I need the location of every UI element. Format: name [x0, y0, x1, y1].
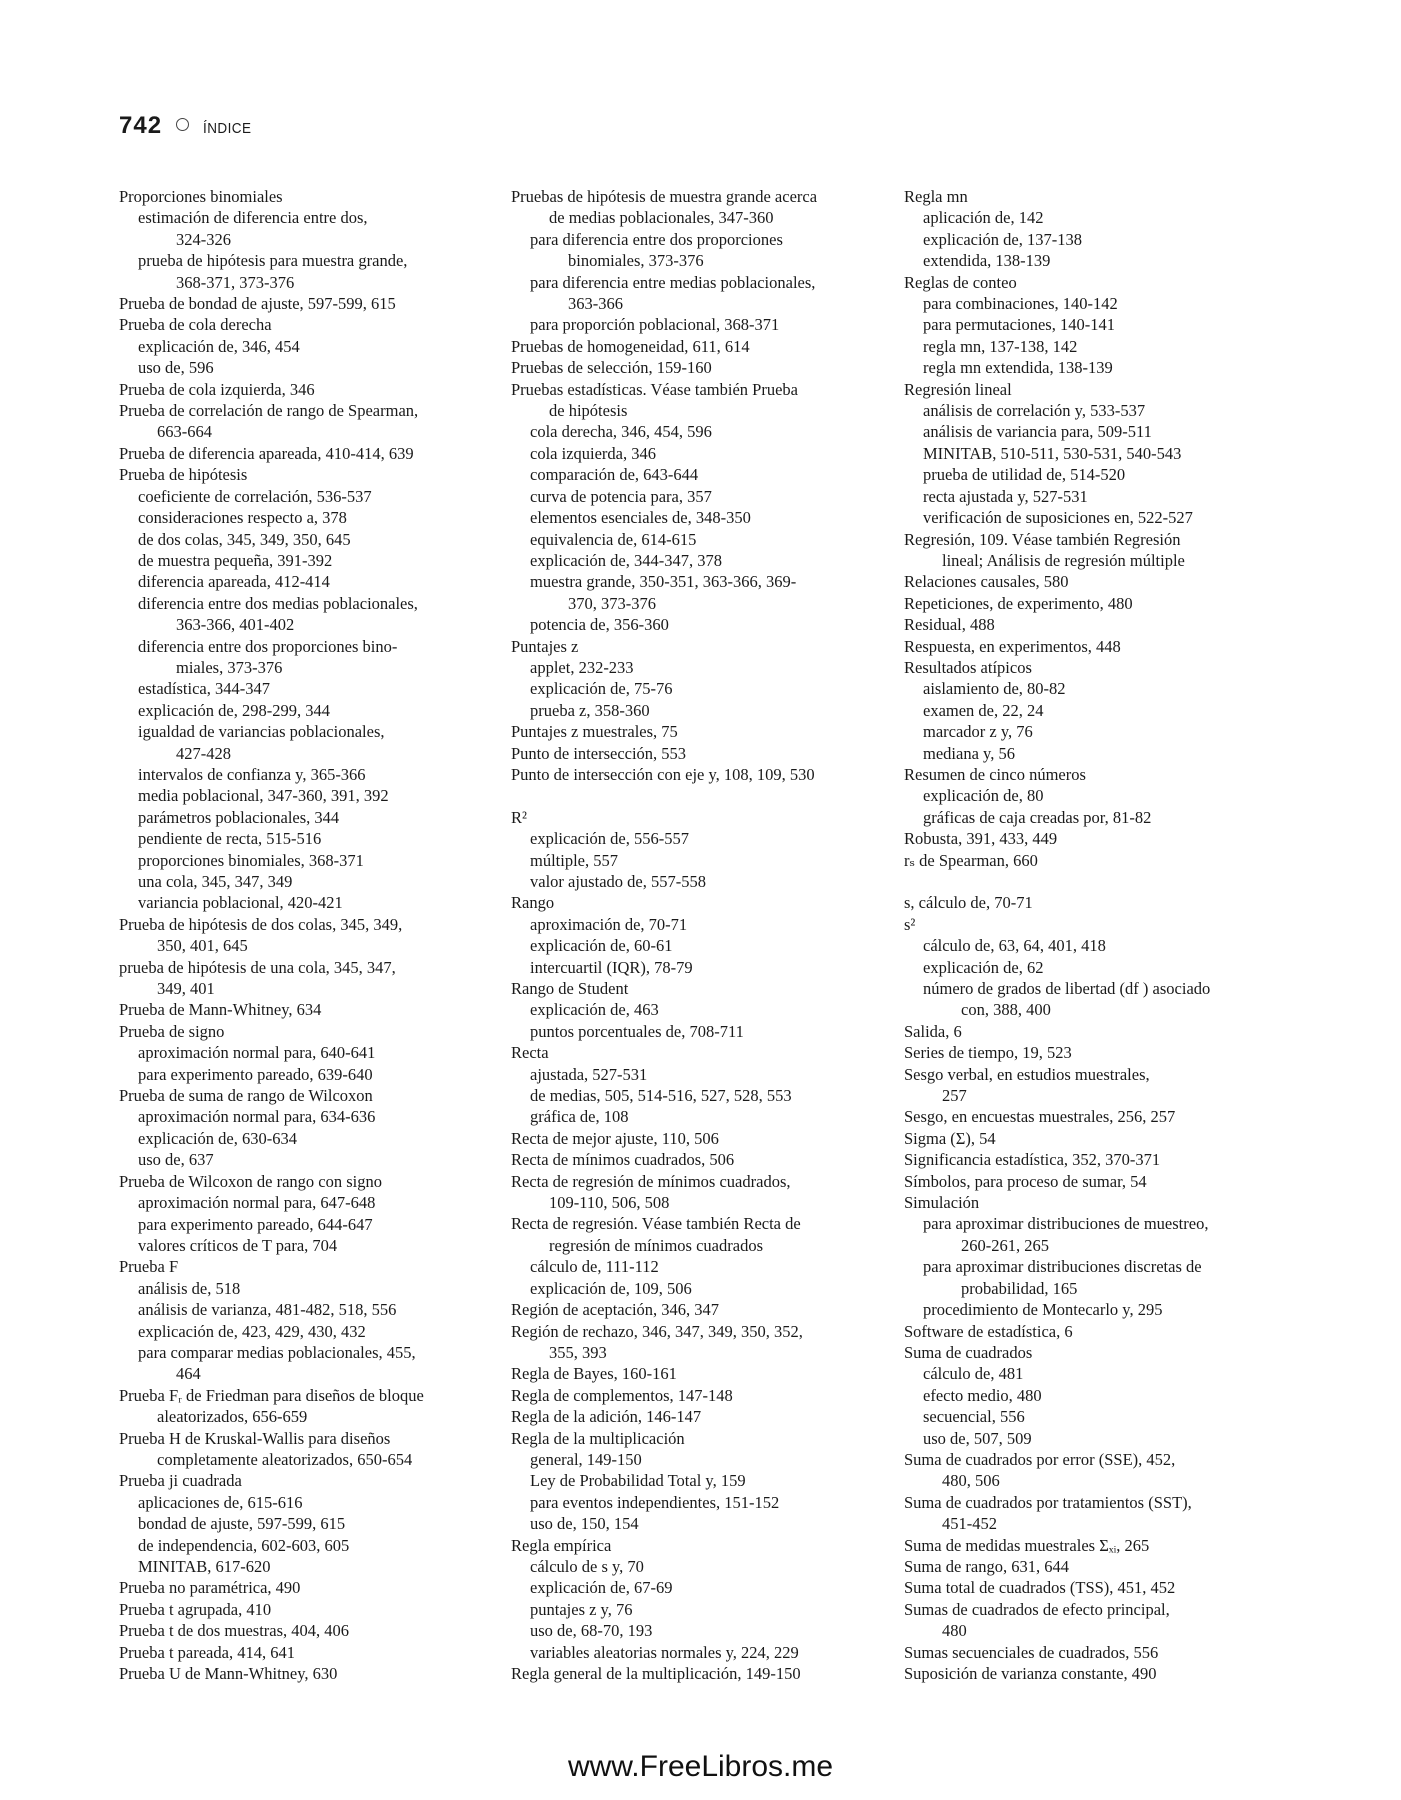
footer-url: www.FreeLibros.me: [567, 1750, 834, 1783]
index-entry: Prueba F: [119, 1257, 179, 1277]
index-subentry: prueba de hipótesis para muestra grande,: [138, 251, 408, 271]
index-subentry: Ley de Probabilidad Total y, 159: [530, 1471, 746, 1491]
index-subentry: explicación de, 346, 454: [138, 336, 300, 356]
index-subentry: explicación de, 298-299, 344: [138, 700, 330, 720]
index-subentry: 464: [176, 1364, 201, 1384]
index-subentry: para eventos independientes, 151-152: [530, 1492, 780, 1512]
index-subentry: ajustada, 527-531: [530, 1064, 648, 1084]
index-entry: Prueba t agrupada, 410: [119, 1599, 272, 1619]
index-subentry: análisis de varianza, 481-482, 518, 556: [138, 1300, 397, 1320]
index-subentry: 370, 373-376: [568, 593, 656, 613]
index-subentry: recta ajustada y, 527-531: [923, 486, 1088, 506]
index-entry: Recta de mínimos cuadrados, 506: [511, 1150, 735, 1170]
index-entry: Suma de rango, 631, 644: [904, 1556, 1069, 1576]
index-subentry: miales, 373-376: [176, 657, 283, 677]
index-entry: Prueba de Wilcoxon de rango con signo: [119, 1171, 382, 1191]
index-subentry: completamente aleatorizados, 650-654: [157, 1449, 413, 1469]
index-entry: Residual, 488: [904, 615, 995, 635]
index-subentry: para combinaciones, 140-142: [923, 294, 1118, 314]
index-subentry: 355, 393: [549, 1342, 607, 1362]
index-entry: Prueba no paramétrica, 490: [119, 1578, 301, 1598]
index-subentry: potencia de, 356-360: [530, 615, 669, 635]
index-entry: Regla empírica: [511, 1535, 612, 1555]
index-subentry: lineal; Análisis de regresión múltiple: [942, 550, 1185, 570]
index-column-3: [904, 186, 1279, 1684]
index-subentry: cola derecha, 346, 454, 596: [530, 422, 712, 442]
index-subentry: análisis de, 518: [138, 1278, 241, 1298]
index-subentry: variables aleatorias normales y, 224, 229: [530, 1642, 799, 1662]
index-subentry: elementos esenciales de, 348-350: [530, 508, 751, 528]
index-subentry: para aproximar distribuciones discretas de: [923, 1257, 1202, 1277]
index-subentry: cálculo de, 63, 64, 401, 418: [923, 936, 1106, 956]
index-entry: Recta de regresión. Véase también Recta de: [511, 1214, 801, 1234]
index-subentry: 451-452: [942, 1514, 997, 1534]
index-subentry: explicación de, 630-634: [138, 1128, 297, 1148]
index-subentry: diferencia entre dos proporciones bino-: [138, 636, 398, 656]
index-entry: Robusta, 391, 433, 449: [904, 829, 1058, 849]
index-subentry: regresión de mínimos cuadrados: [549, 1235, 763, 1255]
index-subentry: efecto medio, 480: [923, 1385, 1042, 1405]
index-entry: Suma de cuadrados: [904, 1342, 1033, 1362]
index-entry: Software de estadística, 6: [904, 1321, 1073, 1341]
index-subentry: análisis de variancia para, 509-511: [923, 422, 1152, 442]
index-subentry: 363-366, 401-402: [176, 615, 295, 635]
index-subentry: número de grados de libertad (df ) asociado: [923, 979, 1211, 999]
index-subentry: de medias poblacionales, 347-360: [549, 208, 774, 228]
index-column-1: [119, 186, 494, 1684]
index-entry: Regla de la multiplicación: [511, 1428, 685, 1448]
index-entry: Prueba t de dos muestras, 404, 406: [119, 1621, 350, 1641]
index-subentry: MINITAB, 617-620: [138, 1557, 271, 1576]
index-entry: Prueba ji cuadrada: [119, 1471, 242, 1491]
index-entry: Series de tiempo, 19, 523: [904, 1043, 1072, 1063]
index-subentry: valores críticos de T para, 704: [138, 1235, 338, 1255]
index-subentry: uso de, 150, 154: [530, 1514, 639, 1534]
index-subentry: media poblacional, 347-360, 391, 392: [138, 786, 389, 806]
index-subentry: para proporción poblacional, 368-371: [530, 315, 780, 335]
index-subentry: parámetros poblacionales, 344: [138, 807, 340, 827]
index-entry: s, cálculo de, 70-71: [904, 893, 1033, 913]
index-subentry: 363-366: [568, 294, 623, 314]
index-subentry: aproximación normal para, 647-648: [138, 1193, 376, 1213]
index-subentry: uso de, 507, 509: [923, 1428, 1032, 1448]
index-subentry: puntajes z y, 76: [530, 1599, 633, 1619]
index-entry: Sigma (Σ), 54: [904, 1128, 996, 1148]
index-entry: Rango de Student: [511, 979, 629, 999]
index-entry: Prueba t pareada, 414, 641: [119, 1642, 295, 1662]
index-entry: Región de rechazo, 346, 347, 349, 350, 352,: [511, 1321, 803, 1341]
index-subentry: de medias, 505, 514-516, 527, 528, 553: [530, 1086, 792, 1106]
index-entry: Reglas de conteo: [904, 272, 1017, 292]
index-subentry: explicación de, 137-138: [923, 229, 1082, 249]
index-entry: Regla general de la multiplicación, 149-150: [511, 1664, 801, 1684]
index-entry: Pruebas estadísticas. Véase también Prueba: [511, 379, 798, 399]
index-subentry: mediana y, 56: [923, 743, 1015, 763]
index-entry: Regresión, 109. Véase también Regresión: [904, 529, 1181, 549]
index-entry: Respuesta, en experimentos, 448: [904, 636, 1121, 656]
index-entry: Regla de la adición, 146-147: [511, 1407, 702, 1427]
index-subentry: explicación de, 75-76: [530, 679, 673, 699]
index-entry: Símbolos, para proceso de sumar, 54: [904, 1171, 1147, 1191]
index-entry: Simulación: [904, 1193, 980, 1213]
index-entry: Prueba H de Kruskal-Wallis para diseños: [119, 1428, 391, 1448]
index-entry: Suma de cuadrados por error (SSE), 452,: [904, 1449, 1176, 1469]
index-entry: Regla mn: [904, 187, 968, 206]
index-subentry: cola izquierda, 346: [530, 443, 656, 463]
index-subentry: bondad de ajuste, 597-599, 615: [138, 1514, 346, 1534]
index-subentry: análisis de correlación y, 533-537: [923, 401, 1146, 421]
index-subentry: probabilidad, 165: [961, 1278, 1078, 1298]
index-subentry: explicación de, 60-61: [530, 936, 673, 956]
index-entry: Puntajes z: [511, 636, 579, 656]
index-subentry: 350, 401, 645: [157, 936, 248, 956]
index-entry: Región de aceptación, 346, 347: [511, 1300, 720, 1320]
index-subentry: intervalos de confianza y, 365-366: [138, 764, 366, 784]
index-subentry: para diferencia entre medias poblacionales,: [530, 272, 816, 292]
index-subentry: extendida, 138-139: [923, 251, 1051, 271]
index-entry: Suposición de varianza constante, 490: [904, 1664, 1157, 1684]
index-entry: Suma de medidas muestrales Σₓᵢ, 265: [904, 1535, 1150, 1555]
index-subentry: para comparar medias poblacionales, 455,: [138, 1342, 416, 1362]
index-subentry: diferencia entre dos medias poblacionales,: [138, 593, 418, 613]
index-subentry: múltiple, 557: [530, 850, 618, 870]
index-subentry: 480, 506: [942, 1471, 1000, 1491]
index-subentry: regla mn extendida, 138-139: [923, 358, 1113, 378]
index-entry: Recta: [511, 1043, 549, 1063]
section-spacer: [511, 785, 886, 806]
index-entry: Pruebas de hipótesis de muestra grande acerca: [511, 187, 818, 206]
index-subentry: aproximación de, 70-71: [530, 914, 688, 934]
index-subentry: marcador z y, 76: [923, 722, 1033, 742]
index-subentry: 427-428: [176, 743, 231, 763]
index-subentry: aislamiento de, 80-82: [923, 679, 1066, 699]
index-subentry: explicación de, 62: [923, 957, 1044, 977]
index-entry: Prueba Fᵣ de Friedman para diseños de bloque: [119, 1385, 424, 1405]
index-subentry: verificación de suposiciones en, 522-527: [923, 508, 1193, 528]
index-subentry: cálculo de, 111-112: [530, 1257, 659, 1277]
index-subentry: 324-326: [176, 229, 231, 249]
index-subentry: estimación de diferencia entre dos,: [138, 208, 368, 228]
index-subentry: regla mn, 137-138, 142: [923, 336, 1078, 356]
index-subentry: diferencia apareada, 412-414: [138, 572, 330, 592]
index-entry: Sumas de cuadrados de efecto principal,: [904, 1599, 1170, 1619]
index-entry: Regla de Bayes, 160-161: [511, 1364, 677, 1384]
index-entry: Punto de intersección, 553: [511, 743, 687, 763]
index-subentry: gráfica de, 108: [530, 1107, 629, 1127]
index-subentry: 368-371, 373-376: [176, 272, 295, 292]
index-entry: Punto de intersección con eje y, 108, 109, 530: [511, 764, 815, 784]
index-subentry: muestra grande, 350-351, 363-366, 369-: [530, 572, 797, 592]
index-subentry: para experimento pareado, 644-647: [138, 1214, 373, 1234]
index-entry: Sesgo verbal, en estudios muestrales,: [904, 1064, 1150, 1084]
index-entry: Sesgo, en encuestas muestrales, 256, 257: [904, 1107, 1176, 1127]
index-subentry: aproximación normal para, 634-636: [138, 1107, 376, 1127]
index-subentry: MINITAB, 510-511, 530-531, 540-543: [923, 443, 1182, 463]
section-title: ÍNDICE: [203, 120, 252, 137]
page-number: 742: [119, 112, 163, 139]
index-subentry: igualdad de variancias poblacionales,: [138, 722, 385, 742]
index-subentry: pendiente de recta, 515-516: [138, 829, 322, 849]
index-entry: Prueba de diferencia apareada, 410-414, 639: [119, 443, 414, 463]
index-entry: Prueba U de Mann-Whitney, 630: [119, 1664, 338, 1684]
page-header: [119, 112, 257, 140]
index-entry: Sumas secuenciales de cuadrados, 556: [904, 1642, 1159, 1662]
index-column-2: [511, 186, 886, 1684]
index-entry: Prueba de correlación de rango de Spearman,: [119, 401, 419, 421]
index-entry: Prueba de cola izquierda, 346: [119, 379, 315, 399]
index-subentry: explicación de, 344-347, 378: [530, 550, 722, 570]
index-subentry: consideraciones respecto a, 378: [138, 508, 347, 528]
index-subentry: cálculo de, 481: [923, 1364, 1024, 1384]
index-subentry: aplicaciones de, 615-616: [138, 1492, 303, 1512]
index-subentry: explicación de, 463: [530, 1000, 659, 1020]
index-subentry: coeficiente de correlación, 536-537: [138, 486, 372, 506]
index-subentry: aplicación de, 142: [923, 208, 1044, 228]
index-entry: Proporciones binomiales: [119, 187, 283, 206]
index-subentry: valor ajustado de, 557-558: [530, 871, 706, 891]
index-subentry: secuencial, 556: [923, 1407, 1025, 1427]
index-subentry: aleatorizados, 656-659: [157, 1407, 308, 1427]
index-entry: Suma de cuadrados por tratamientos (SST),: [904, 1492, 1192, 1512]
index-entry: Pruebas de selección, 159-160: [511, 358, 712, 378]
index-subentry: 480: [942, 1621, 967, 1641]
index-subentry: de hipótesis: [549, 401, 628, 421]
index-subentry: puntos porcentuales de, 708-711: [530, 1021, 744, 1041]
index-subentry: uso de, 68-70, 193: [530, 1621, 653, 1641]
index-subentry: procedimiento de Montecarlo y, 295: [923, 1300, 1163, 1320]
index-entry: Suma total de cuadrados (TSS), 451, 452: [904, 1578, 1176, 1598]
index-subentry: 260-261, 265: [961, 1235, 1049, 1255]
index-entry: Prueba de signo: [119, 1021, 225, 1041]
index-subentry: para diferencia entre dos proporciones: [530, 229, 783, 249]
index-entry: Regla de complementos, 147-148: [511, 1385, 733, 1405]
index-subentry: prueba z, 358-360: [530, 700, 650, 720]
circle-bullet-icon: [176, 118, 189, 131]
index-subentry: gráficas de caja creadas por, 81-82: [923, 807, 1152, 827]
index-entry: Prueba de Mann-Whitney, 634: [119, 1000, 322, 1020]
index-entry: Puntajes z muestrales, 75: [511, 722, 678, 742]
index-subentry: para aproximar distribuciones de muestreo,: [923, 1214, 1209, 1234]
index-subentry: intercuartil (IQR), 78-79: [530, 957, 693, 977]
index-entry: Prueba de bondad de ajuste, 597-599, 615: [119, 294, 396, 314]
index-entry: Salida, 6: [904, 1021, 962, 1041]
index-entry: Resultados atípicos: [904, 657, 1032, 677]
index-subentry: para experimento pareado, 639-640: [138, 1064, 373, 1084]
section-spacer: [904, 871, 1279, 892]
index-subentry: explicación de, 67-69: [530, 1578, 673, 1598]
index-entry: Recta de mejor ajuste, 110, 506: [511, 1128, 719, 1148]
index-subentry: de dos colas, 345, 349, 350, 645: [138, 529, 351, 549]
index-subentry: uso de, 596: [138, 358, 214, 378]
index-subentry: estadística, 344-347: [138, 679, 270, 699]
index-subentry: general, 149-150: [530, 1449, 642, 1469]
index-entry: rₛ de Spearman, 660: [904, 850, 1038, 870]
index-subentry: 663-664: [157, 422, 212, 442]
index-subentry: applet, 232-233: [530, 657, 634, 677]
index-subentry: explicación de, 109, 506: [530, 1278, 692, 1298]
index-subentry: prueba de utilidad de, 514-520: [923, 465, 1126, 485]
index-subentry: 349, 401: [157, 979, 215, 999]
index-entry: Repeticiones, de experimento, 480: [904, 593, 1133, 613]
index-subentry: equivalencia de, 614-615: [530, 529, 697, 549]
index-entry: Prueba de hipótesis: [119, 465, 248, 485]
index-entry: Rango: [511, 893, 555, 913]
index-subentry: 109-110, 506, 508: [549, 1193, 670, 1213]
index-subentry: binomiales, 373-376: [568, 251, 704, 271]
index-entry: Pruebas de homogeneidad, 611, 614: [511, 336, 750, 356]
index-subentry: para permutaciones, 140-141: [923, 315, 1115, 335]
index-subentry: examen de, 22, 24: [923, 700, 1044, 720]
index-entry: Significancia estadística, 352, 370-371: [904, 1150, 1161, 1170]
index-entry: Resumen de cinco números: [904, 764, 1086, 784]
index-subentry: con, 388, 400: [961, 1000, 1051, 1020]
index-subentry: curva de potencia para, 357: [530, 486, 712, 506]
index-subentry: de muestra pequeña, 391-392: [138, 550, 333, 570]
index-entry: Prueba de hipótesis de dos colas, 345, 349,: [119, 914, 403, 934]
index-subentry: comparación de, 643-644: [530, 465, 699, 485]
index-subentry: uso de, 637: [138, 1150, 214, 1170]
index-entry: Recta de regresión de mínimos cuadrados,: [511, 1171, 791, 1191]
index-entry: Regresión lineal: [904, 379, 1012, 399]
index-subentry: explicación de, 423, 429, 430, 432: [138, 1321, 366, 1341]
index-subentry: cálculo de s y, 70: [530, 1556, 644, 1576]
index-subentry: una cola, 345, 347, 349: [138, 872, 293, 891]
index-entry: prueba de hipótesis de una cola, 345, 347,: [119, 957, 396, 977]
index-subentry: explicación de, 556-557: [530, 829, 689, 849]
index-entry: Prueba de suma de rango de Wilcoxon: [119, 1086, 373, 1106]
index-subentry: de independencia, 602-603, 605: [138, 1535, 350, 1555]
index-entry: R²: [511, 807, 527, 827]
index-entry: Prueba de cola derecha: [119, 315, 272, 335]
index-entry: s²: [904, 914, 916, 934]
index-subentry: aproximación normal para, 640-641: [138, 1043, 376, 1063]
index-entry: Relaciones causales, 580: [904, 572, 1069, 592]
index-subentry: explicación de, 80: [923, 786, 1044, 806]
index-subentry: proporciones binomiales, 368-371: [138, 850, 364, 870]
index-subentry: 257: [942, 1086, 967, 1106]
index-subentry: variancia poblacional, 420-421: [138, 893, 343, 913]
